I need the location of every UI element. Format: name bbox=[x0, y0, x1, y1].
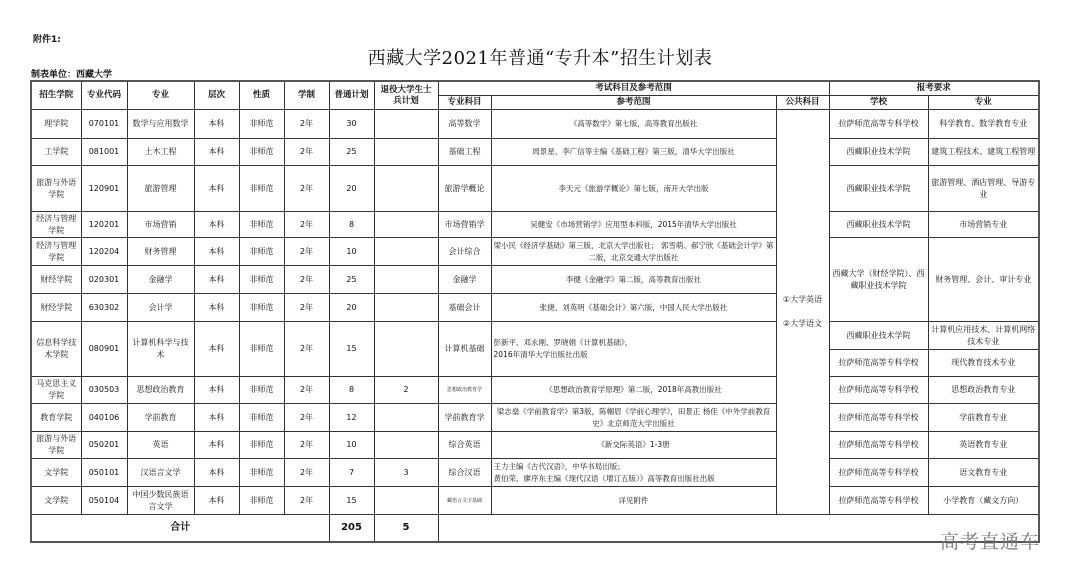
cell-subject: 高等数学 bbox=[438, 110, 491, 139]
total-plan: 205 bbox=[329, 515, 374, 543]
cell-req-school: 西藏职业技术学院 bbox=[829, 322, 928, 350]
cell-code: 070101 bbox=[81, 110, 127, 139]
cell-plan: 8 bbox=[329, 212, 374, 238]
cell-level: 本科 bbox=[194, 212, 239, 238]
cell-years: 2年 bbox=[284, 110, 329, 139]
cell-college: 马克思主义学院 bbox=[31, 377, 81, 404]
cell-plan: 7 bbox=[329, 459, 374, 487]
cell-code: 081001 bbox=[81, 139, 127, 166]
cell-nature: 非师范 bbox=[239, 212, 284, 238]
header-subject: 专业科目 bbox=[438, 96, 491, 110]
cell-req-school: 拉萨师范高等专科学校 bbox=[829, 404, 928, 432]
cell-years: 2年 bbox=[284, 139, 329, 166]
cell-plan: 25 bbox=[329, 139, 374, 166]
cell-level: 本科 bbox=[194, 266, 239, 294]
cell-code: 120901 bbox=[81, 166, 127, 212]
table-row bbox=[31, 139, 1039, 166]
cell-major: 计算机科学与技术 bbox=[127, 322, 194, 377]
cell-college: 信息科学技术学院 bbox=[31, 322, 81, 377]
cell-reference: 彭新平、邓永刚、罗晓娟《计算机基础》， 2016年清华大学出版社出版 bbox=[491, 322, 776, 377]
cell-nature: 非师范 bbox=[239, 404, 284, 432]
cell-level: 本科 bbox=[194, 377, 239, 404]
cell-years: 2年 bbox=[284, 377, 329, 404]
cell-years: 2年 bbox=[284, 266, 329, 294]
cell-plan: 10 bbox=[329, 432, 374, 459]
cell-req-school: 拉萨师范高等专科学校 bbox=[829, 350, 928, 377]
cell-reference: 李天元《旅游学概论》第七版，南开大学出版 bbox=[491, 166, 776, 212]
cell-major: 旅游管理 bbox=[127, 166, 194, 212]
header-years: 学制 bbox=[284, 81, 329, 110]
table-row bbox=[31, 487, 1039, 515]
cell-reference: 《思想政治教育学原理》第二版，2018年高教出版社 bbox=[491, 377, 776, 404]
cell-req-major: 财务管理、会计、审计专业 bbox=[928, 238, 1039, 322]
header-req-group: 报考要求 bbox=[829, 81, 1039, 96]
cell-college: 经济与管理学院 bbox=[31, 212, 81, 238]
cell-nature: 非师范 bbox=[239, 459, 284, 487]
table-row bbox=[31, 404, 1039, 432]
cell-req-school: 西藏大学（财经学院）、西藏职业技术学院 bbox=[829, 238, 928, 322]
cell-level: 本科 bbox=[194, 432, 239, 459]
cell-nature: 非师范 bbox=[239, 266, 284, 294]
cell-public-subjects: ①大学英语 ②大学语文 bbox=[776, 110, 829, 515]
cell-req-school: 西藏职业技术学院 bbox=[829, 139, 928, 166]
cell-major: 学前教育 bbox=[127, 404, 194, 432]
header-nature: 性质 bbox=[239, 81, 284, 110]
cell-years: 2年 bbox=[284, 294, 329, 322]
table-row bbox=[31, 110, 1039, 139]
cell-major: 土木工程 bbox=[127, 139, 194, 166]
cell-req-school: 拉萨师范高等专科学校 bbox=[829, 377, 928, 404]
cell-nature: 非师范 bbox=[239, 139, 284, 166]
header-plan: 普通计划 bbox=[329, 81, 374, 110]
cell-major: 思想政治教育 bbox=[127, 377, 194, 404]
cell-level: 本科 bbox=[194, 404, 239, 432]
attachment-label: 附件1: bbox=[33, 35, 61, 45]
cell-college: 财经学院 bbox=[31, 294, 81, 322]
total-veteran: 5 bbox=[374, 515, 438, 543]
cell-req-major: 小学教育（藏文方向） bbox=[928, 487, 1039, 515]
cell-level: 本科 bbox=[194, 487, 239, 515]
cell-subject: 思想政治教育学 bbox=[438, 377, 491, 404]
cell-req-school: 西藏职业技术学院 bbox=[829, 166, 928, 212]
cell-veteran bbox=[374, 294, 438, 322]
cell-code: 020301 bbox=[81, 266, 127, 294]
cell-veteran bbox=[374, 238, 438, 266]
table-row bbox=[31, 432, 1039, 459]
cell-nature: 非师范 bbox=[239, 294, 284, 322]
cell-nature: 非师范 bbox=[239, 166, 284, 212]
cell-subject: 市场营销学 bbox=[438, 212, 491, 238]
cell-reference: 详见附件 bbox=[491, 487, 776, 515]
cell-veteran: 3 bbox=[374, 459, 438, 487]
cell-college: 理学院 bbox=[31, 110, 81, 139]
cell-code: 030503 bbox=[81, 377, 127, 404]
cell-reference: 《新交际英语》1-3册 bbox=[491, 432, 776, 459]
enrollment-plan-table bbox=[30, 80, 1040, 543]
cell-reference: 梁小民《经济学基础》第三版，北京大学出版社； 郭雪萌、郝宁欣《基础会计学》第二版，北京交通大学出版社 bbox=[491, 238, 776, 266]
cell-college: 文学院 bbox=[31, 459, 81, 487]
cell-code: 120201 bbox=[81, 212, 127, 238]
cell-reference: 李健《金融学》第二版，高等教育出版社 bbox=[491, 266, 776, 294]
cell-veteran bbox=[374, 322, 438, 377]
cell-level: 本科 bbox=[194, 166, 239, 212]
cell-plan: 10 bbox=[329, 238, 374, 266]
cell-years: 2年 bbox=[284, 459, 329, 487]
cell-veteran: 2 bbox=[374, 377, 438, 404]
header-veteran: 退役大学生士兵计划 bbox=[374, 81, 438, 110]
cell-plan: 30 bbox=[329, 110, 374, 139]
header-req-major: 专业 bbox=[928, 96, 1039, 110]
table-row bbox=[31, 459, 1039, 487]
cell-code: 080901 bbox=[81, 322, 127, 377]
cell-subject: 综合汉语 bbox=[438, 459, 491, 487]
cell-nature: 非师范 bbox=[239, 322, 284, 377]
cell-veteran bbox=[374, 487, 438, 515]
cell-code: 050104 bbox=[81, 487, 127, 515]
cell-college: 旅游与外语学院 bbox=[31, 432, 81, 459]
cell-nature: 非师范 bbox=[239, 377, 284, 404]
table-row bbox=[31, 212, 1039, 238]
cell-level: 本科 bbox=[194, 459, 239, 487]
cell-level: 本科 bbox=[194, 238, 239, 266]
cell-years: 2年 bbox=[284, 322, 329, 377]
table-row bbox=[31, 166, 1039, 212]
cell-veteran bbox=[374, 110, 438, 139]
cell-level: 本科 bbox=[194, 110, 239, 139]
header-major: 专业 bbox=[127, 81, 194, 110]
cell-subject: 综合英语 bbox=[438, 432, 491, 459]
cell-plan: 15 bbox=[329, 487, 374, 515]
cell-code: 040106 bbox=[81, 404, 127, 432]
cell-req-major: 旅游管理、酒店管理、导游专业 bbox=[928, 166, 1039, 212]
header-exam-group: 考试科目及参考范围 bbox=[438, 81, 829, 96]
cell-subject: 金融学 bbox=[438, 266, 491, 294]
header-req-school: 学校 bbox=[829, 96, 928, 110]
cell-major: 金融学 bbox=[127, 266, 194, 294]
cell-req-major: 思想政治教育专业 bbox=[928, 377, 1039, 404]
cell-years: 2年 bbox=[284, 238, 329, 266]
table-row bbox=[31, 322, 1039, 350]
cell-plan: 15 bbox=[329, 322, 374, 377]
watermark: 高考直通车 bbox=[940, 531, 1041, 553]
cell-subject: 会计综合 bbox=[438, 238, 491, 266]
cell-years: 2年 bbox=[284, 166, 329, 212]
cell-level: 本科 bbox=[194, 139, 239, 166]
cell-code: 050101 bbox=[81, 459, 127, 487]
cell-req-school: 拉萨师范高等专科学校 bbox=[829, 487, 928, 515]
cell-college: 教育学院 bbox=[31, 404, 81, 432]
cell-plan: 25 bbox=[329, 266, 374, 294]
cell-req-major: 市场营销专业 bbox=[928, 212, 1039, 238]
cell-major: 数学与应用数学 bbox=[127, 110, 194, 139]
cell-years: 2年 bbox=[284, 432, 329, 459]
cell-req-school: 西藏职业技术学院 bbox=[829, 212, 928, 238]
cell-nature: 非师范 bbox=[239, 110, 284, 139]
table-row bbox=[31, 377, 1039, 404]
cell-major: 财务管理 bbox=[127, 238, 194, 266]
cell-subject: 计算机基础 bbox=[438, 322, 491, 377]
cell-major: 中国少数民族语言文学 bbox=[127, 487, 194, 515]
cell-reference: 王力主编《古代汉语》，中华书局出版； 黄伯荣、廖序东主编《现代汉语（增订五版）》高等教育出版社出版 bbox=[491, 459, 776, 487]
cell-req-major: 建筑工程技术、建筑工程管理 bbox=[928, 139, 1039, 166]
cell-subject: 藏语言文字基础 bbox=[438, 487, 491, 515]
cell-level: 本科 bbox=[194, 294, 239, 322]
cell-veteran bbox=[374, 432, 438, 459]
cell-subject: 基础会计 bbox=[438, 294, 491, 322]
cell-subject: 基础工程 bbox=[438, 139, 491, 166]
header-college: 招生学院 bbox=[31, 81, 81, 110]
cell-plan: 20 bbox=[329, 294, 374, 322]
cell-veteran bbox=[374, 139, 438, 166]
cell-years: 2年 bbox=[284, 404, 329, 432]
header-level: 层次 bbox=[194, 81, 239, 110]
cell-major: 英语 bbox=[127, 432, 194, 459]
cell-code: 050201 bbox=[81, 432, 127, 459]
cell-reference: 周景星、李广信等主编《基础工程》第三版，清华大学出版社 bbox=[491, 139, 776, 166]
cell-major: 会计学 bbox=[127, 294, 194, 322]
header-code: 专业代码 bbox=[81, 81, 127, 110]
cell-plan: 8 bbox=[329, 377, 374, 404]
cell-major: 市场营销 bbox=[127, 212, 194, 238]
cell-reference: 《高等数学》第七版，高等教育出版社 bbox=[491, 110, 776, 139]
cell-college: 旅游与外语学院 bbox=[31, 166, 81, 212]
header-public: 公共科目 bbox=[776, 96, 829, 110]
cell-college: 文学院 bbox=[31, 487, 81, 515]
cell-req-major: 科学教育、数学教育专业 bbox=[928, 110, 1039, 139]
cell-subject: 旅游学概论 bbox=[438, 166, 491, 212]
cell-years: 2年 bbox=[284, 212, 329, 238]
cell-subject: 学前教育学 bbox=[438, 404, 491, 432]
total-label: 合计 bbox=[31, 515, 329, 543]
cell-req-major: 英语教育专业 bbox=[928, 432, 1039, 459]
page-title: 西藏大学2021年普通“专升本”招生计划表 bbox=[367, 48, 713, 69]
cell-code: 630302 bbox=[81, 294, 127, 322]
cell-reference: 梁志燊《学前教育学》第3版，陈帼眉《学前心理学》，田景正 杨佳《中外学前教育史》北京师范大学出版社 bbox=[491, 404, 776, 432]
total-row bbox=[31, 515, 1039, 543]
table-row bbox=[31, 238, 1039, 266]
cell-plan: 12 bbox=[329, 404, 374, 432]
cell-req-major: 计算机应用技术、计算机网络技术专业 bbox=[928, 322, 1039, 350]
cell-code: 120204 bbox=[81, 238, 127, 266]
cell-req-school: 拉萨师范高等专科学校 bbox=[829, 459, 928, 487]
cell-nature: 非师范 bbox=[239, 487, 284, 515]
cell-veteran bbox=[374, 404, 438, 432]
cell-nature: 非师范 bbox=[239, 432, 284, 459]
cell-plan: 20 bbox=[329, 166, 374, 212]
cell-level: 本科 bbox=[194, 322, 239, 377]
cell-reference: 张捷、刘英明《基础会计》第六版，中国人民大学出版社 bbox=[491, 294, 776, 322]
cell-req-school: 拉萨师范高等专科学校 bbox=[829, 110, 928, 139]
cell-reference: 吴健安《市场营销学》应用型本科版，2015年清华大学出版社 bbox=[491, 212, 776, 238]
table-body bbox=[31, 110, 1039, 543]
cell-req-school: 拉萨师范高等专科学校 bbox=[829, 432, 928, 459]
cell-major: 汉语言文学 bbox=[127, 459, 194, 487]
cell-years: 2年 bbox=[284, 487, 329, 515]
cell-college: 工学院 bbox=[31, 139, 81, 166]
header-reference: 参考范围 bbox=[491, 96, 776, 110]
cell-veteran bbox=[374, 266, 438, 294]
unit-label: 制表单位：西藏大学 bbox=[31, 70, 113, 80]
cell-nature: 非师范 bbox=[239, 238, 284, 266]
cell-veteran bbox=[374, 166, 438, 212]
cell-req-major: 语文教育专业 bbox=[928, 459, 1039, 487]
cell-veteran bbox=[374, 212, 438, 238]
cell-college: 经济与管理学院 bbox=[31, 238, 81, 266]
cell-req-major: 学前教育专业 bbox=[928, 404, 1039, 432]
cell-req-major: 现代教育技术专业 bbox=[928, 350, 1039, 377]
cell-college: 财经学院 bbox=[31, 266, 81, 294]
